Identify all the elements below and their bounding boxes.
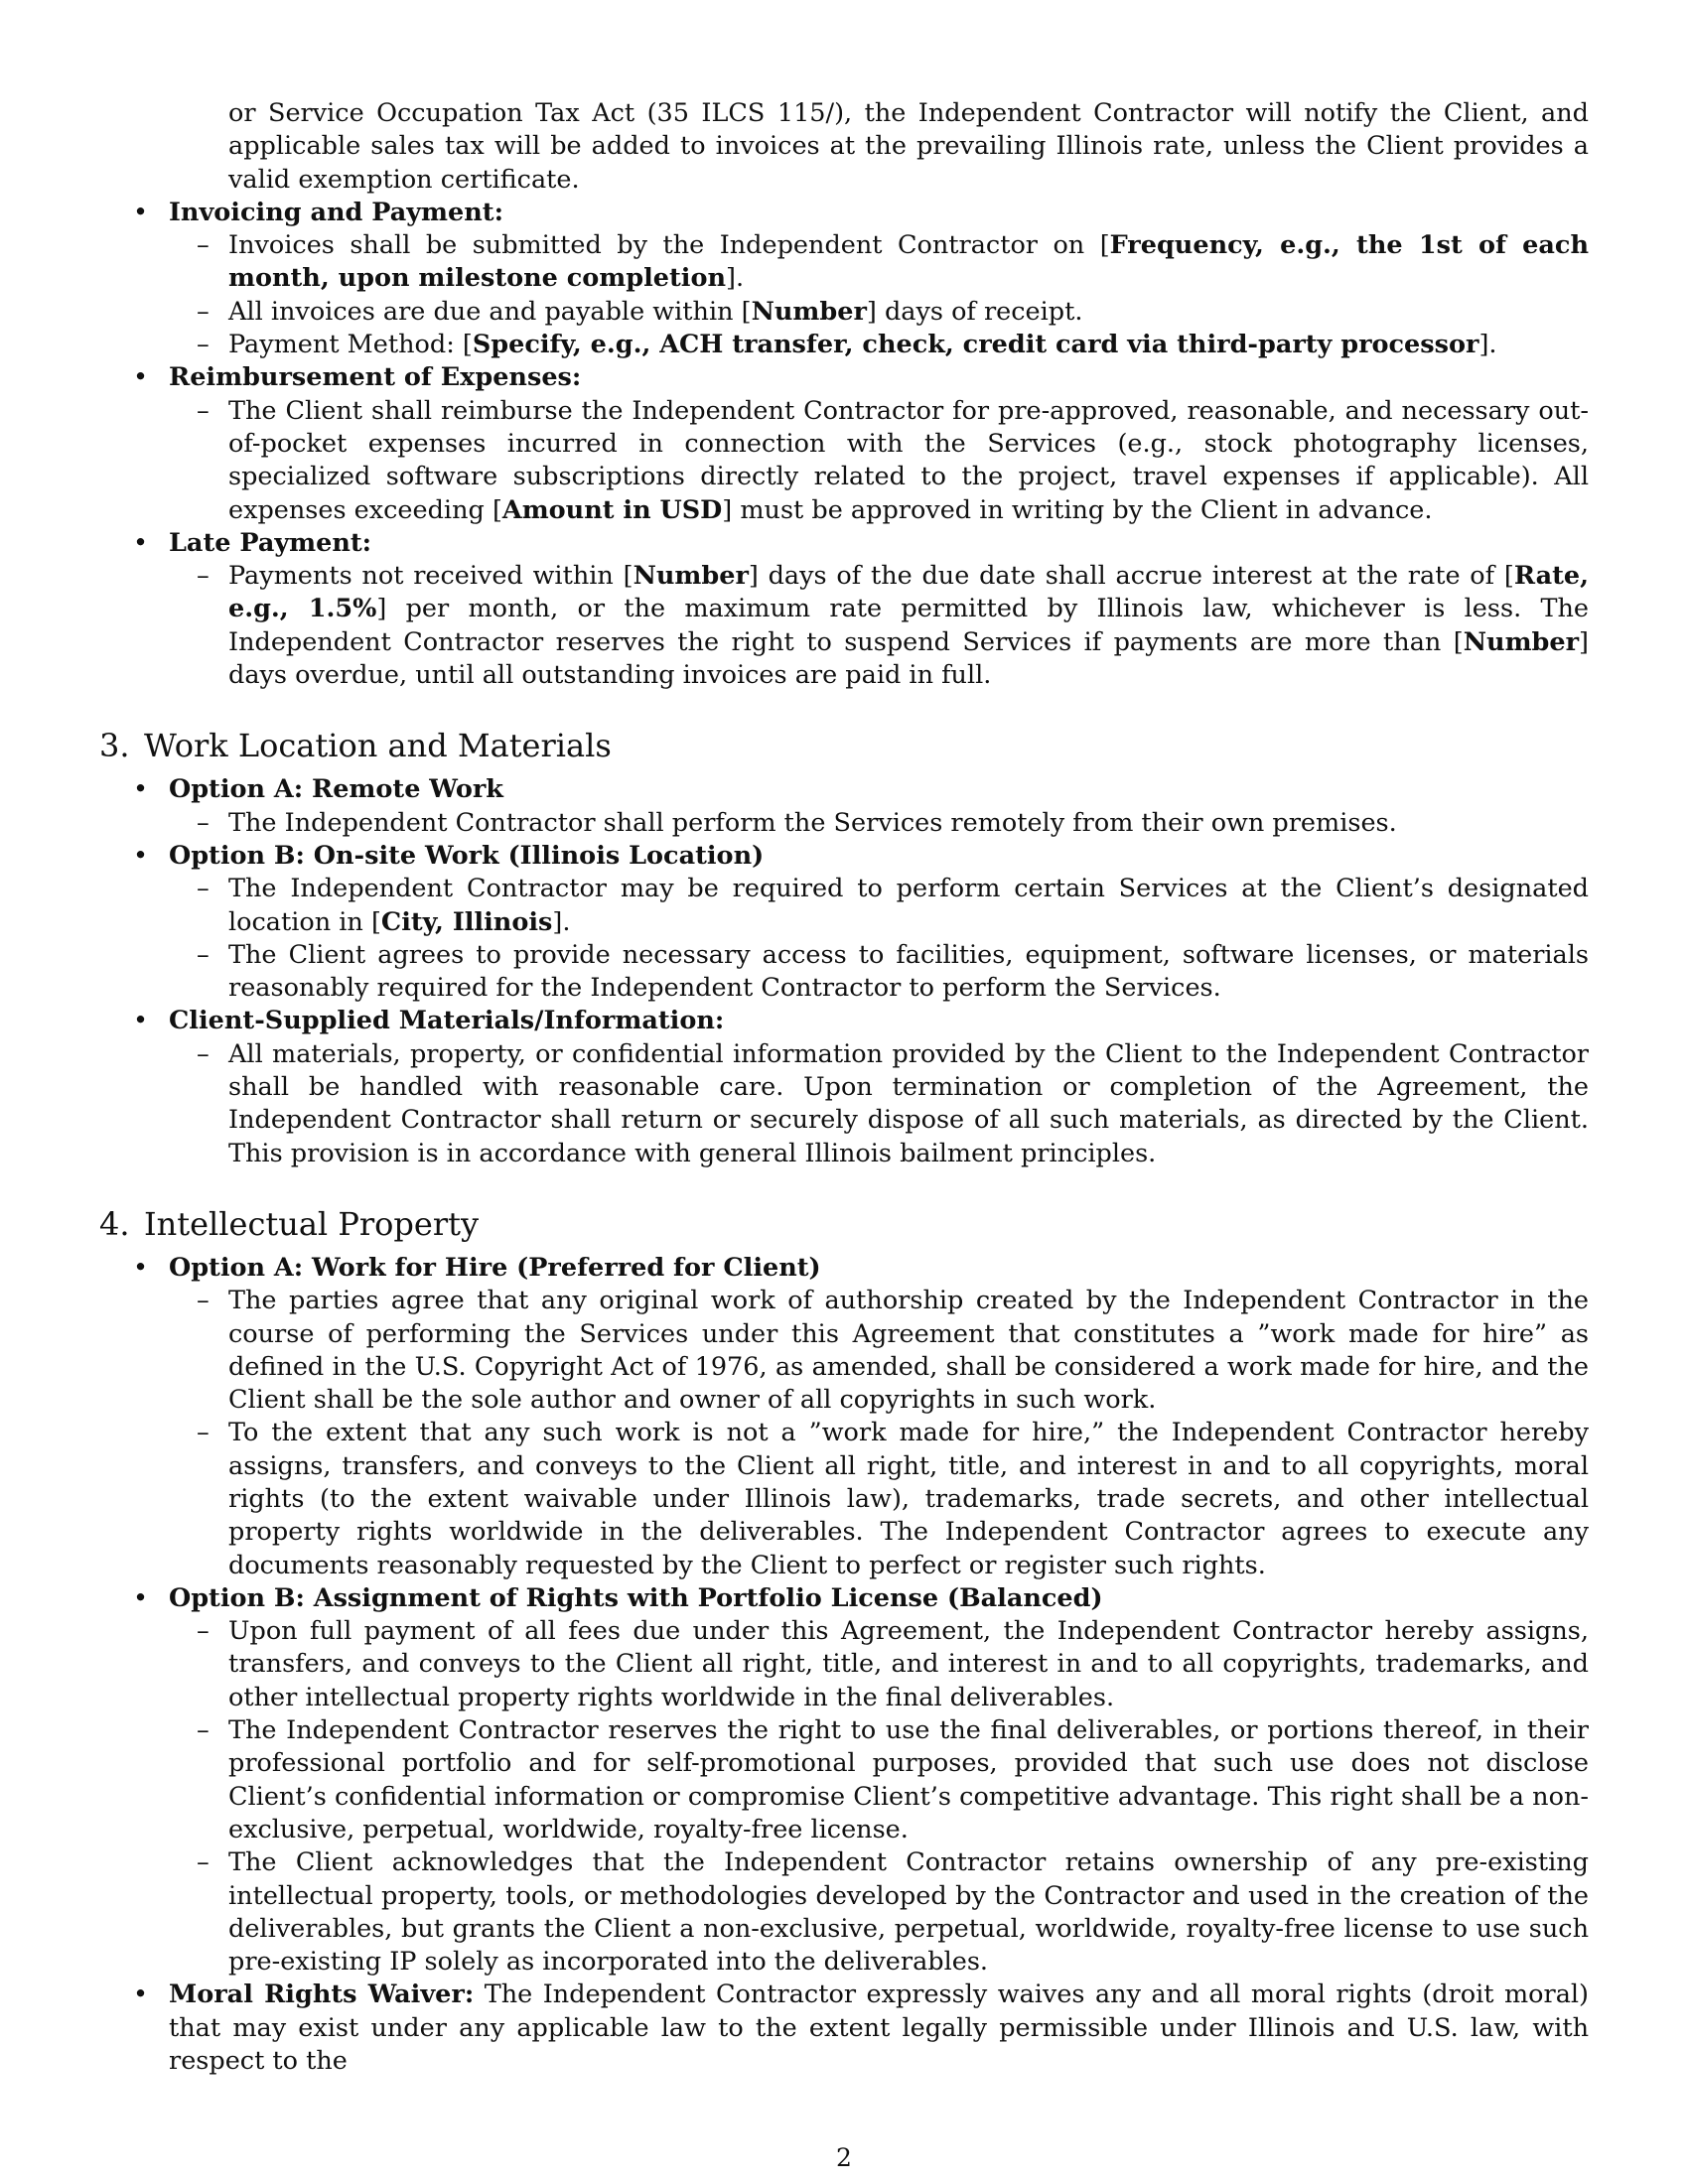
bullet-assignment-portfolio: • Option B: Assignment of Rights with Portfolio License (Balanced) [99,1582,1589,1615]
bullet-dot: • [133,1979,149,2010]
dash: – [197,1418,210,1448]
assignment-item-1: – Upon full payment of all fees due under this Agreement, the Independent Contractor hereby assigns, transfers, and conveys to the Client all right, title, and interest in and to all copyrights, trademarks, and other intellectual property rights worldwide in the final deliverables. [197,1616,1589,1712]
dash: – [197,230,210,261]
tax-continuation: or Service Occupation Tax Act (35 ILCS 115/), the Independent Contractor will notify the Client, and applicable sales tax will be added to invoices at the prevailing Illinois rate, unless the Client provides a valid exemption certificate. [228,98,1589,195]
assignment-item-3: – The Client acknowledges that the Independent Contractor retains ownership of any pre-existing intellectual property, tools, or methodologies developed by the Contractor and used in the creation of the deliverables, but grants the Client a non-exclusive, perpetual, worldwide, royalty-free license to use such pre-existing IP solely as incorporated into the deliverables. [197,1847,1589,1978]
page-number: 2 [836,2143,852,2172]
invoicing-item-due: – All invoices are due and payable within [Number] days of receipt. [99,296,1589,329]
bullet-moral-rights: • Moral Rights Waiver: The Independent Contractor expressly waives any and all moral rights (droit moral) that may exist under any applicable law to the extent legally permissible under Illinois and U.S. law, with respect to the [133,1979,1589,2077]
invoicing-item-frequency: – Invoices shall be submitted by the Independent Contractor on [Frequency, e.g., the 1st of each month, upon milestone completion]. [197,230,1589,294]
dash: – [197,939,210,970]
dash: – [197,1847,210,1878]
bullet-dot: • [133,527,149,558]
dash: – [197,395,210,426]
late-payment-label: Late Payment: [169,527,372,558]
bullet-dot: • [133,840,149,871]
dash: – [197,1616,210,1647]
work-for-hire-item-2: – To the extent that any such work is not a ”work made for hire,” the Independent Contractor hereby assigns, transfers, and conveys to the Client all right, title, and interest in and to all copyrights, moral rights (to the extent waivable under Illinois law), trademarks, trade secrets, and other intellectual property rights worldwide in the deliverables. The Independent Contractor agrees to execute any documents reasonably requested by the Client to perfect or register such rights. [197,1418,1589,1580]
client-materials-item: – All materials, property, or confidential information provided by the Client to the Independent Contractor shall be handled with reasonable care. Upon termination or completion of the Agreement, the Independent Contractor shall return or securely dispose of all such materials, as directed by the Client. This provision is in accordance with general Illinois bailment principles. [197,1038,1589,1168]
dash: – [197,296,210,327]
bullet-onsite-work: • Option B: On-site Work (Illinois Location) [99,840,1589,873]
section-heading-4: 4. Intellectual Property [99,1204,480,1243]
bullet-client-materials: • Client-Supplied Materials/Information: [99,1005,1589,1037]
dash: – [197,807,210,838]
dash: – [197,330,210,360]
dash: – [197,1286,210,1316]
reimbursement-item: – The Client shall reimburse the Independent Contractor for pre-approved, reasonable, and necessary out-of-pocket expenses incurred in connection with the Services (e.g., stock photography licenses, specialized software subscriptions directly related to the project, travel expenses if applicable). All expenses exceeding [Amount in USD] must be approved in writing by the Client in advance. [197,395,1589,525]
bullet-dot: • [133,1582,149,1613]
bullet-late-payment [99,527,1589,560]
onsite-item-access: – The Client agrees to provide necessary access to facilities, equipment, software licenses, or materials reasonably required for the Independent Contractor to perform the Services. [197,939,1589,1004]
dash: – [197,874,210,904]
bullet-invoicing [99,197,1589,229]
bullet-dot: • [133,1252,149,1283]
document-page [99,97,1589,2078]
bullet-dot: • [133,362,149,393]
dash: – [197,561,210,592]
bullet-dot: • [133,1006,149,1036]
onsite-item-location: – The Independent Contractor may be required to perform certain Services at the Client’s designated location in [City, Illinois]. [197,874,1589,937]
assignment-item-2: – The Independent Contractor reserves the right to use the final deliverables, or portions thereof, in their professional portfolio and for self-promotional purposes, provided that such use does not disclose Client’s confidential information or compromise Client’s competitive advantage. This right shall be a non-exclusive, perpetual, worldwide, royalty-free license. [197,1715,1589,1844]
bullet-dot: • [133,197,149,227]
remote-work-item: – The Independent Contractor shall perform the Services remotely from their own premises. [99,807,1589,840]
bullet-remote-work: • Option A: Remote Work [99,773,1589,806]
bullet-dot: • [133,774,149,805]
section-heading-3: 3. Work Location and Materials [99,727,612,765]
reimbursement-label: Reimbursement of Expenses: [169,362,582,393]
late-payment-item: – Payments not received within [Number] days of the due date shall accrue interest at the rate of [Rate, e.g., 1.5%] per month, or the maximum rate permitted by Illinois law, whichever is less. The Independent Contractor reserves the right to suspend Services if payments are more than [Number] days overdue, until all outstanding invoices are paid in full. [197,561,1589,691]
bullet-work-for-hire: • Option A: Work for Hire (Preferred for Client) [99,1252,1589,1285]
bullet-reimbursement [99,361,1589,394]
invoicing-label: Invoicing and Payment: [169,197,503,227]
dash: – [197,1715,210,1746]
dash: – [197,1038,210,1069]
work-for-hire-item-1: – The parties agree that any original work of authorship created by the Independent Contractor in the course of performing the Services under this Agreement that constitutes a ”work made for hire” as defined in the U.S. Copyright Act of 1976, as amended, shall be considered a work made for hire, and the Client shall be the sole author and owner of all copyrights in such work. [197,1286,1589,1416]
invoicing-item-method: – Payment Method: [Specify, e.g., ACH transfer, check, credit card via third-party processor]. [99,329,1589,361]
